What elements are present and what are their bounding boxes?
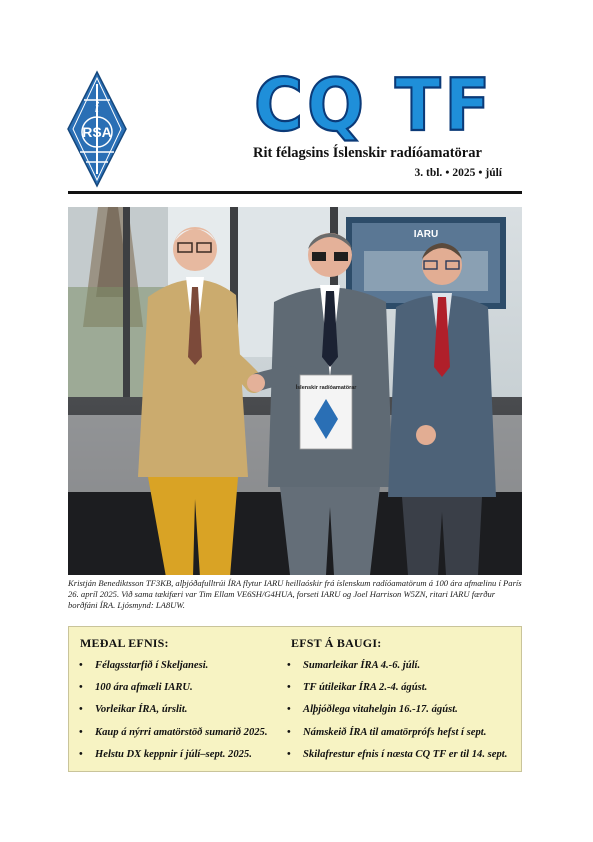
list-item-text: 100 ára afmæli IARU. (95, 682, 193, 694)
svg-text:Íslenskir radíóamatörar: Íslenskir radíóamatörar (295, 385, 357, 391)
contents-heading: MEÐAL EFNIS: (80, 636, 169, 650)
iaru-logo (66, 70, 128, 188)
svg-text:i: i (94, 100, 100, 116)
cover-photo-illustration (68, 207, 522, 575)
header-rule (68, 191, 522, 194)
bullet: • (287, 660, 291, 671)
separator-dot: • (478, 167, 483, 179)
svg-text:IARU: IARU (413, 229, 439, 240)
list-item-text: Námskeið ÍRA til amatörprófs hefst í sept. (303, 726, 487, 738)
list-item (79, 726, 267, 748)
list-item (287, 726, 507, 748)
bullet: • (287, 682, 291, 694)
list-item (287, 681, 507, 703)
list-item (79, 681, 267, 703)
list-item-text: TF útileikar ÍRA 2.-4. ágúst. (303, 682, 428, 694)
list-item (79, 659, 267, 681)
highlights-heading: EFST Á BAUGI: (291, 636, 382, 650)
list-item-text: Helstu DX keppnir í júlí–sept. 2025. (95, 748, 252, 760)
contents-box (68, 626, 522, 772)
list-item-text: Vorleikar ÍRA, úrslit. (95, 704, 188, 716)
issue-month: júlí (485, 167, 502, 179)
issue-info (360, 167, 502, 179)
masthead-subtitle: Rit félagsins Íslenskir radíóamatörar (253, 145, 482, 161)
contents-list (79, 659, 267, 770)
bullet: • (79, 726, 83, 738)
separator-dot: • (445, 167, 450, 179)
masthead-title (252, 66, 496, 146)
list-item-text: Kaup á nýrri amatörstöð sumarið 2025. (95, 726, 268, 738)
bullet: • (79, 748, 83, 760)
bullet: • (287, 704, 291, 716)
photo-caption: Kristján Benediktsson TF3KB, alþjóðafulltrúi ÍRA flytur IARU heillaóskir frá íslenskum radíóamatörum á 100 ára afmælinu í París 26. apríl 2025. Við sama tækifæri var Tim Ellam VE6SH/G4HUA, forseti IARU og Joel Harrison W5ZN, ritari IARU færður borðfáni ÍRA. Ljósmynd: LA8UW. (68, 578, 522, 611)
list-item-text: Félagsstarfið í Skeljanesi. (95, 660, 209, 671)
cover-photo (68, 207, 522, 575)
list-item-text: Sumarleikar ÍRA 4.-6. júlí. (303, 660, 421, 671)
svg-text:CQ TF: CQ TF (254, 66, 494, 146)
bullet: • (79, 682, 83, 694)
list-item (79, 703, 267, 725)
bullet: • (287, 726, 291, 738)
svg-text:RSA: RSA (82, 124, 112, 140)
issue-year: 2025 (452, 167, 476, 179)
list-item-text: Skilafrestur efnis í næsta CQ TF er til 14. sept. (303, 748, 508, 760)
list-item (287, 748, 507, 770)
bullet: • (79, 704, 83, 716)
issue-number: 3. tbl. (414, 167, 443, 179)
highlights-list (287, 659, 507, 770)
list-item (287, 659, 507, 681)
list-item (287, 703, 507, 725)
list-item (79, 748, 267, 770)
bullet: • (287, 748, 291, 760)
list-item-text: Alþjóðlega vitahelgin 16.-17. ágúst. (303, 704, 458, 716)
bullet: • (79, 660, 83, 671)
